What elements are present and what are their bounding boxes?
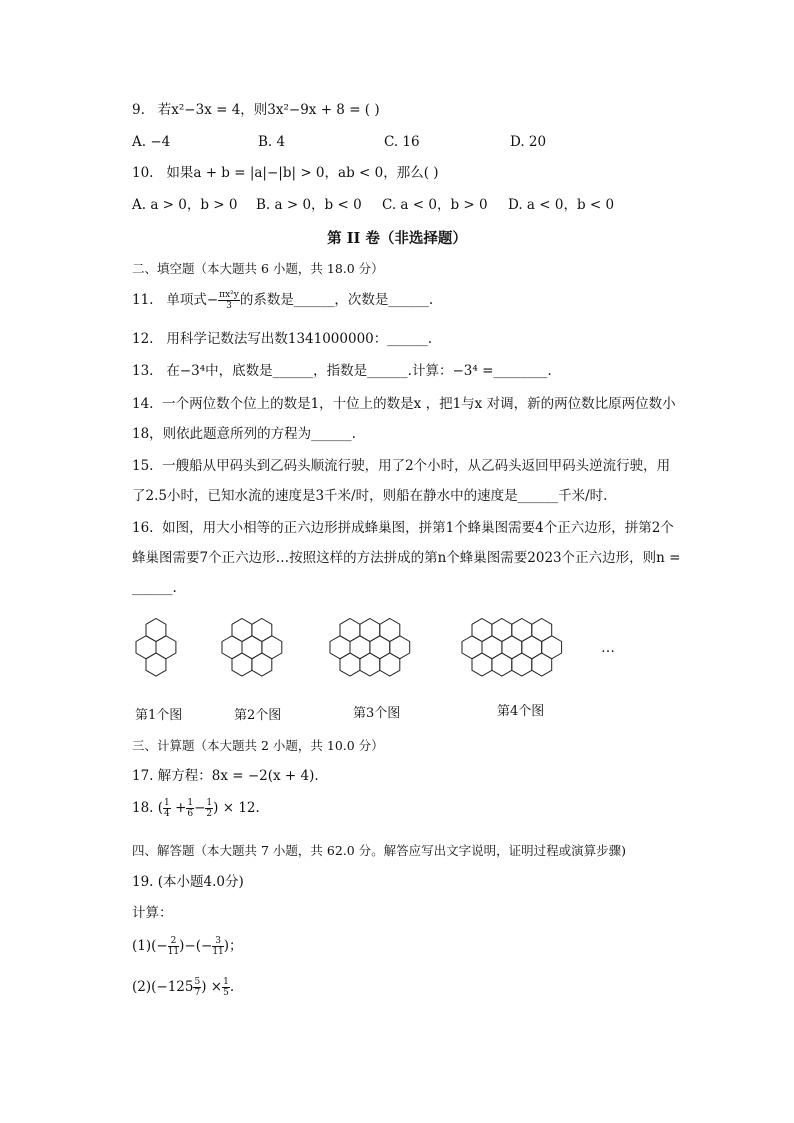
- hexagon: [350, 636, 370, 659]
- fraction-denominator: 2: [206, 809, 213, 819]
- fraction-denominator: 5: [223, 988, 229, 998]
- hexagon: [462, 636, 482, 659]
- plus-sign: +: [175, 800, 187, 816]
- question-15-line-2: 了2.5小时，已知水流的速度是3千米/时，则船在静水中的速度是______千米/时.: [132, 488, 608, 504]
- figure-ellipsis: …: [601, 640, 615, 656]
- question-9-stem: 若x²−3x = 4，则3x²−9x + 8 = ( ): [157, 102, 380, 118]
- question-18-suffix: ) × 12.: [213, 800, 260, 816]
- hexagon: [492, 653, 512, 676]
- option-d[interactable]: D. 20: [510, 134, 547, 150]
- fraction-numerator: 1: [164, 798, 170, 808]
- question-18: [132, 798, 260, 819]
- fraction-denominator: 6: [187, 809, 194, 819]
- honeycomb-figures: [120, 610, 680, 690]
- question-13: [132, 362, 552, 380]
- question-18-prefix: 18. (: [132, 800, 164, 816]
- hexagon: [472, 653, 492, 676]
- solve-section-heading: 四、解答题（本大题共 7 小题，共 62.0 分。解答应写出文字说明，证明过程或演算步骤): [132, 843, 627, 858]
- question-15-line-1: 一艘船从甲码头到乙码头顺流行驶，用了2个小时，从乙码头返回甲码头逆流行驶，用: [162, 458, 671, 474]
- figure-caption-1: 第1个图: [135, 708, 183, 723]
- question-14-line-2: 18，则依此题意所列的方程为______.: [132, 426, 356, 442]
- fraction-numerator: πx²y: [219, 290, 239, 300]
- hexagon: [542, 636, 562, 659]
- question-19-part-1: [132, 936, 243, 957]
- option-a[interactable]: A. −4: [132, 134, 171, 150]
- hexagon: [370, 636, 390, 659]
- part-1-suffix: )；: [223, 938, 243, 954]
- fraction-numerator: 1: [187, 798, 194, 808]
- hexagon: [156, 636, 176, 659]
- hexagon: [146, 653, 166, 676]
- part-2-suffix: .: [229, 979, 235, 995]
- figure-caption-2: 第2个图: [234, 708, 282, 723]
- question-10-stem: 如果a + b = |a|−|b| > 0，ab < 0，那么( ): [166, 165, 439, 181]
- question-17: 17. 解方程：8x = −2(x + 4).: [132, 768, 319, 784]
- hexagon: [502, 636, 522, 659]
- fraction-1: [168, 936, 179, 957]
- part-2-middle: ) ×: [201, 979, 223, 995]
- option-d[interactable]: D. a < 0，b < 0: [508, 197, 615, 213]
- fraction-1: [163, 798, 171, 819]
- hexagon: [512, 653, 532, 676]
- fraction-denominator: 11: [167, 947, 180, 957]
- question-9: [132, 101, 380, 119]
- question-13-text: 在−3⁴中，底数是______，指数是______.计算：−3⁴ =________.: [166, 363, 552, 379]
- fraction-denominator: 7: [194, 988, 201, 998]
- fraction-3: [205, 798, 213, 819]
- hexagon: [360, 653, 380, 676]
- option-b[interactable]: B. a > 0，b < 0: [256, 197, 362, 213]
- option-c[interactable]: C. 16: [384, 134, 420, 150]
- question-16-line-2: 蜂巢图需要7个正六边形…按照这样的方法拼成的第n个蜂巢图需要2023个正六边形，则n =: [132, 550, 681, 566]
- fraction-numerator: 1: [206, 798, 213, 808]
- question-11-suffix: 的系数是______，次数是______.: [239, 292, 434, 308]
- hexagon: [252, 653, 272, 676]
- fraction-2: [186, 798, 194, 819]
- fraction-numerator: 1: [223, 977, 229, 987]
- part-2-prefix: (2)(−125: [132, 979, 194, 995]
- fraction-2: [212, 936, 223, 957]
- question-11-prefix: 单项式−: [166, 292, 219, 308]
- fraction-numerator: 5: [194, 977, 201, 987]
- option-c[interactable]: C. a < 0，b > 0: [382, 197, 488, 213]
- question-13-number: 13.: [132, 363, 154, 379]
- question-12-number: 12.: [132, 331, 154, 347]
- question-10-number: 10.: [132, 165, 154, 181]
- question-19-instruction: 计算：: [132, 905, 173, 921]
- question-11-number: 11.: [132, 292, 154, 308]
- part-1-middle: )−(−: [179, 938, 213, 954]
- hexagon: [340, 653, 360, 676]
- question-19-heading: 19. (本小题4.0分): [132, 874, 244, 890]
- minus-sign: −: [194, 800, 206, 816]
- question-14-number: 14.: [132, 396, 154, 412]
- question-16-line-3: ______.: [132, 580, 177, 596]
- question-11: [132, 290, 433, 311]
- hexagon: [262, 636, 282, 659]
- hexagon: [222, 636, 242, 659]
- fraction-denominator: 4: [164, 809, 170, 819]
- hexagon: [380, 653, 400, 676]
- fraction-denominator: 3: [226, 301, 232, 311]
- calc-section-heading: 三、计算题（本大题共 2 小题，共 10.0 分）: [132, 738, 384, 753]
- question-15-number: 15.: [132, 458, 154, 474]
- hexagon: [482, 636, 502, 659]
- question-9-number: 9.: [132, 102, 145, 118]
- figure-caption-3: 第3个图: [353, 706, 401, 721]
- hexagon: [390, 636, 410, 659]
- fraction-denominator: 11: [212, 947, 224, 957]
- option-b[interactable]: B. 4: [258, 134, 286, 150]
- hexagon: [532, 653, 552, 676]
- hexagon: [242, 636, 262, 659]
- monomial-fraction: [218, 290, 240, 311]
- figure-caption-4: 第4个图: [497, 704, 545, 719]
- question-16-number: 16.: [132, 520, 154, 536]
- fill-section-heading: 二、填空题（本大题共 6 小题，共 18.0 分）: [132, 261, 384, 276]
- part-1-prefix: (1)(−: [132, 938, 168, 954]
- fraction-numerator: 3: [212, 936, 223, 947]
- question-14: [132, 389, 692, 449]
- part-2-title: 第 II 卷（非选择题）: [327, 230, 467, 247]
- question-16: [132, 513, 692, 603]
- hexagon: [136, 636, 156, 659]
- hexagon: [330, 636, 350, 659]
- question-14-line-1: 一个两位数个位上的数是1，十位上的数是x ，把1与x 对调，新的两位数比原两位数小: [162, 396, 676, 412]
- question-12-text: 用科学记数法写出数1341000000：______.: [166, 331, 433, 347]
- fraction-numerator: 2: [168, 936, 179, 947]
- option-a[interactable]: A. a > 0，b > 0: [132, 197, 238, 213]
- question-15: [132, 451, 692, 511]
- question-12: [132, 330, 432, 348]
- question-16-line-1: 如图，用大小相等的正六边形拼成蜂巢图，拼第1个蜂巢图需要4个正六边形，拼第2个: [162, 520, 674, 536]
- fraction-2: [222, 977, 230, 998]
- hexagon: [522, 636, 542, 659]
- hexagon: [232, 653, 252, 676]
- question-19-part-2: [132, 977, 234, 998]
- question-10: [132, 164, 439, 182]
